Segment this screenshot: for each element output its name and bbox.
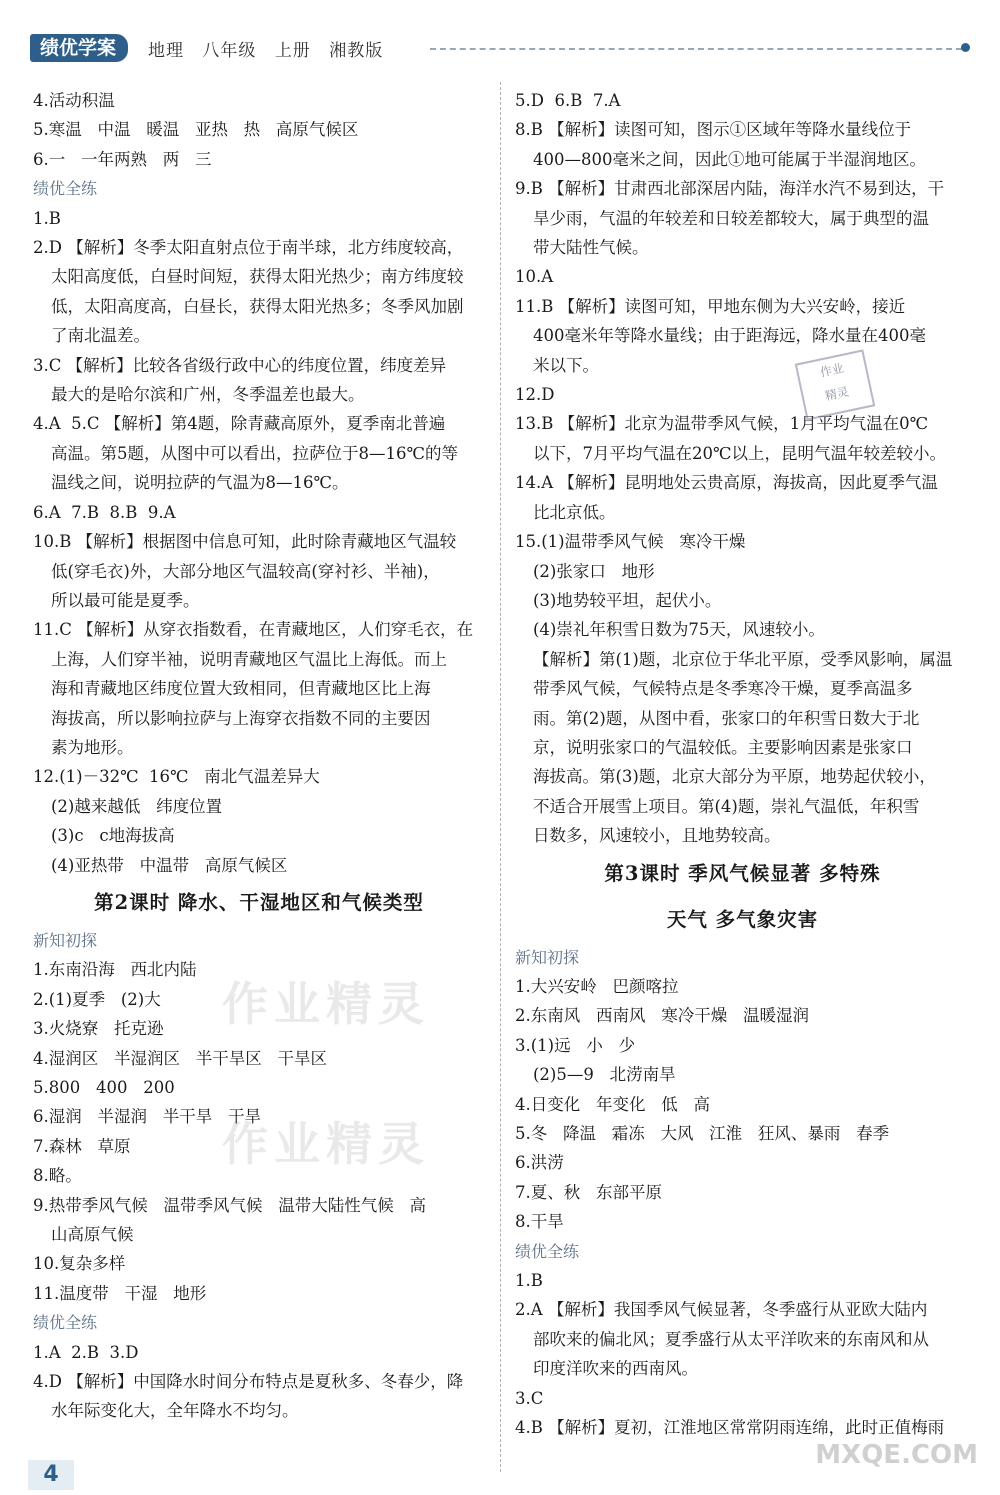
answer-line: 了南北温差。	[51, 326, 150, 346]
page-header	[30, 34, 970, 64]
answer-line: 米以下。	[533, 355, 599, 375]
page-number: 4	[28, 1460, 74, 1490]
answer-line: 10.A	[515, 267, 554, 287]
section-heading: 新知初探	[33, 930, 98, 950]
left-column	[33, 86, 485, 1426]
answer-line: 海和青藏地区纬度位置大致相同，但青藏地区比上海	[51, 679, 431, 699]
answer-line: 4.D 【解析】中国降水时间分布特点是夏秋多、冬春少，降	[33, 1372, 464, 1392]
answer-line: 3.C 【解析】比较各省级行政中心的纬度位置，纬度差异	[33, 355, 447, 375]
answer-line: 印度洋吹来的西南风。	[533, 1359, 698, 1379]
subject: 地理	[148, 41, 184, 61]
answer-line: 1.大兴安岭 巴颜喀拉	[515, 976, 679, 996]
answer-line: 6.湿润 半湿润 半干旱 干旱	[33, 1107, 261, 1127]
answer-line: 2.东南风 西南风 寒冷干燥 温暖湿润	[515, 1006, 809, 1026]
answer-line: 6.一 一年两熟 两 三	[33, 149, 212, 169]
site-watermark: MXQE.COM	[815, 1440, 978, 1470]
answer-line: 400—800毫米之间，因此①地可能属于半湿润地区。	[533, 149, 926, 169]
volume: 上册	[274, 41, 311, 61]
answer-line: 以下，7月平均气温在20℃以上，昆明气温年较差较小。	[533, 443, 946, 463]
answer-line: 9.热带季风气候 温带季风气候 温带大陆性气候 高	[33, 1195, 426, 1215]
answer-line: 8.B 【解析】读图可知，图示①区域年等降水量线位于	[515, 120, 912, 140]
answer-line: 水年际变化大，全年降水不均匀。	[51, 1401, 299, 1421]
answer-line: 5.D 6.B 7.A	[515, 91, 621, 110]
answer-line: 8.干旱	[515, 1212, 564, 1232]
answer-line: 不适合开展雪上项目。第(4)题，崇礼气温低，年积雪	[533, 796, 920, 816]
answer-line: 2.D 【解析】冬季太阳直射点位于南半球，北方纬度较高，	[33, 238, 464, 258]
answer-line: (4)崇礼年积雪日数为75天，风速较小。	[533, 620, 825, 640]
edition: 湘教版	[329, 41, 384, 61]
answer-line: 5.冬 降温 霜冻 大风 江淮 狂风、暴雨 春季	[515, 1124, 890, 1143]
answer-line: 5.寒温 中温 暖温 亚热 热 高原气候区	[33, 120, 359, 140]
stamp-text: 精灵	[823, 384, 851, 404]
section-heading: 绩优全练	[515, 1241, 580, 1261]
answer-line: 2.A 【解析】我国季风气候显著，冬季盛行从亚欧大陆内	[515, 1300, 928, 1320]
answer-line: 10.B 【解析】根据图中信息可知，此时除青藏地区气温较	[33, 532, 457, 552]
answer-line: 日数多，风速较小，且地势较高。	[533, 826, 781, 846]
answer-line: 4.湿润区 半湿润区 半干旱区 干旱区	[33, 1048, 327, 1068]
answer-line: 比北京低。	[533, 502, 616, 522]
answer-line: 15.(1)温带季风气候 寒冷干燥	[515, 532, 746, 552]
answer-line: 2.(1)夏季 (2)大	[33, 989, 161, 1009]
answer-line: 低(穿毛衣)外，大部分地区气温较高(穿衬衫、半袖)，	[51, 561, 440, 581]
answer-line: 7.夏、秋 东部平原	[515, 1182, 662, 1202]
answer-line: 6.洪涝	[515, 1153, 564, 1173]
answer-line: 1.B	[515, 1271, 543, 1291]
watermark: 作业精灵	[222, 1117, 430, 1171]
answer-line: (2)越来越低 纬度位置	[51, 796, 223, 816]
answer-line: 10.复杂多样	[33, 1254, 126, 1274]
answer-line: 12.D	[515, 385, 555, 405]
answer-line: 海拔高。第(3)题，北京大部分为平原，地势起伏较小，	[533, 767, 936, 787]
section-heading: 新知初探	[515, 947, 580, 967]
column-divider	[500, 82, 501, 1472]
answer-line: 所以最可能是夏季。	[51, 590, 200, 610]
right-column	[515, 86, 970, 1442]
answer-line: 带大陆性气候。	[533, 238, 649, 258]
answer-line: 6.A 7.B 8.B 9.A	[33, 502, 176, 522]
answer-line: 4.A 5.C 【解析】第4题，除青藏高原外，夏季南北普遍	[33, 414, 446, 434]
brand-logo: 绩优学案	[30, 34, 128, 62]
answer-line: (2)5—9 北涝南旱	[533, 1065, 676, 1085]
section-heading: 绩优全练	[33, 1313, 98, 1333]
answer-line: 旱少雨，气温的年较差和日较差都较大，属于典型的温	[533, 208, 929, 228]
header-dash-line	[430, 48, 962, 50]
answer-line: 13.B 【解析】北京为温带季风气候，1月平均气温在0℃	[515, 414, 929, 434]
answer-line: 11.温度带 干湿 地形	[33, 1283, 207, 1303]
answer-line: 京，说明张家口的气温较低。主要影响因素是张家口	[533, 737, 913, 757]
lesson-title: 第2课时 降水、干湿地区和气候类型	[94, 890, 424, 914]
answer-line: 4.日变化 年变化 低 高	[515, 1094, 710, 1114]
answer-line: 5.800 400 200	[33, 1078, 175, 1097]
answer-line: 1.东南沿海 西北内陆	[33, 960, 197, 980]
answer-line: 低，太阳高度高，白昼长，获得太阳光热多；冬季风加剧	[51, 296, 464, 316]
answer-line: 1.B	[33, 208, 61, 228]
answer-line: 8.略。	[33, 1166, 82, 1186]
answer-line: (3)地势较平坦，起伏小。	[533, 590, 722, 610]
answer-line: 9.B 【解析】甘肃西北部深居内陆，海洋水汽不易到达，干	[515, 179, 945, 199]
section-heading: 绩优全练	[33, 179, 98, 199]
answer-line: 山高原气候	[51, 1225, 134, 1245]
answer-line: 1.A 2.B 3.D	[33, 1342, 139, 1362]
answer-line: 14.A 【解析】昆明地处云贵高原，海拔高，因此夏季气温	[515, 473, 938, 493]
answer-line: 7.森林 草原	[33, 1136, 131, 1156]
watermark: 作业精灵	[222, 977, 430, 1031]
answer-line: 4.B 【解析】夏初，江淮地区常常阴雨连绵，此时正值梅雨	[515, 1418, 945, 1438]
answer-line: 4.活动积温	[33, 91, 115, 110]
lesson-title: 第3课时 季风气候显著 多特殊	[604, 861, 881, 885]
answer-line: (2)张家口 地形	[533, 561, 655, 581]
answer-line: 上海，人们穿半袖，说明青藏地区气温比上海低。而上	[51, 649, 447, 669]
grade: 八年级	[202, 41, 257, 61]
answer-line: 雨。第(2)题，从图中看，张家口的年积雪日数大于北	[533, 708, 920, 728]
answer-line: 400毫米年等降水量线；由于距海远，降水量在400毫	[533, 326, 926, 346]
answer-line: 部吹来的偏北风；夏季盛行从太平洋吹来的东南风和从	[533, 1329, 929, 1349]
lesson-title: 天气 多气象灾害	[666, 907, 819, 931]
answer-line: 海拔高，所以影响拉萨与上海穿衣指数不同的主要因	[51, 708, 431, 728]
answer-line: (3)c c地海拔高	[51, 826, 175, 846]
answer-line: 高温。第5题，从图中可以看出，拉萨位于8—16℃的等	[51, 443, 458, 463]
answer-line: 太阳高度低，白昼时间短，获得太阳光热少；南方纬度较	[51, 267, 464, 287]
answer-line: 11.B 【解析】读图可知，甲地东侧为大兴安岭，接近	[515, 296, 906, 316]
answer-line: 3.火烧寮 托克逊	[33, 1019, 164, 1039]
answer-line: (4)亚热带 中温带 高原气候区	[51, 855, 288, 875]
answer-line: 温线之间，说明拉萨的气温为8—16℃。	[51, 473, 349, 493]
book-meta	[148, 36, 395, 61]
answer-line: 3.C	[515, 1388, 544, 1408]
answer-line: 最大的是哈尔滨和广州，冬季温差也最大。	[51, 385, 365, 405]
answer-line: 【解析】第(1)题，北京位于华北平原，受季风影响，属温	[533, 649, 953, 669]
stamp-text: 作业	[818, 360, 846, 380]
answer-line: 素为地形。	[51, 737, 134, 757]
answer-line: 12.(1)－32℃ 16℃ 南北气温差异大	[33, 767, 320, 787]
answer-line: 11.C 【解析】从穿衣指数看，在青藏地区，人们穿毛衣，在	[33, 620, 474, 640]
answer-line: 3.(1)远 小 少	[515, 1035, 636, 1055]
header-dot-icon	[961, 43, 970, 52]
answer-line: 带季风气候，气候特点是冬季寒冷干燥，夏季高温多	[533, 679, 913, 699]
